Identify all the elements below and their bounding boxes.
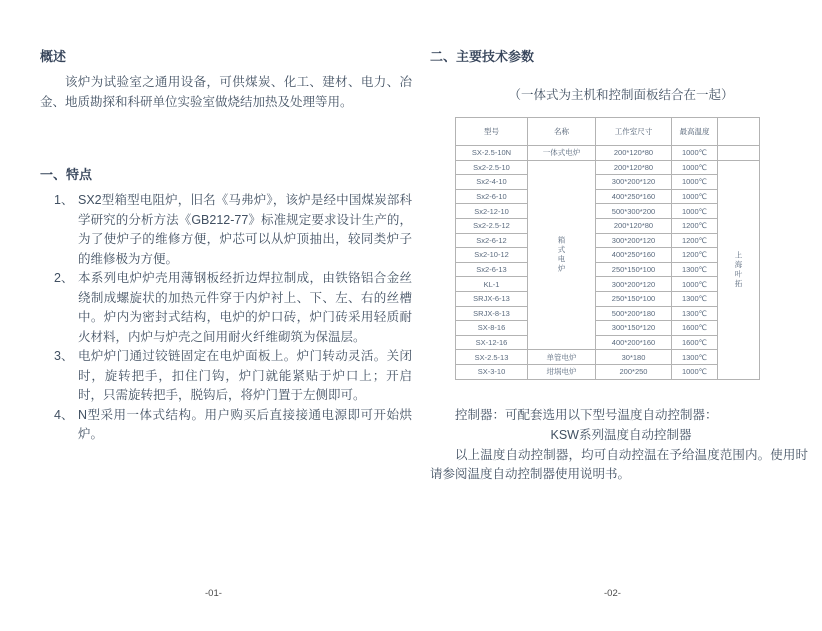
temp-cell: 1200℃ xyxy=(672,233,718,248)
feature-text: 本系列电炉炉壳用薄钢板经折边焊拉制成，由铁铬铝合金丝绕制成螺旋状的加热元件穿于内炉衬上、下、左、右的丝槽中。炉内为密封式结构，电炉的炉口砖，炉门砖采用轻质耐火材料，内炉与炉壳之间用耐火纤维砌筑为保温层。 xyxy=(78,271,412,344)
temp-cell: 1300℃ xyxy=(672,306,718,321)
dims-cell: 200*120*80 xyxy=(596,160,672,175)
name-cell: 坩埚电炉 xyxy=(528,364,596,379)
table-row xyxy=(456,262,760,277)
model-cell: Sx2-6-13 xyxy=(456,262,528,277)
controller-note-line1: 控制器：可配套选用以下型号温度自动控制器： xyxy=(455,407,718,422)
feature-item xyxy=(54,269,412,347)
model-cell: Sx2-2.5-10 xyxy=(456,160,528,175)
table-row xyxy=(456,364,760,379)
feature-number: 1、 xyxy=(54,193,74,207)
tech-params-subtitle: （一体式为主机和控制面板结合在一起） xyxy=(508,88,734,102)
feature-number: 2、 xyxy=(54,271,74,285)
table-row xyxy=(456,335,760,350)
dims-cell: 300*200*120 xyxy=(596,175,672,190)
temp-cell: 1000℃ xyxy=(672,277,718,292)
spec-column-header: 工作室尺寸 xyxy=(596,118,672,146)
temp-cell: 1000℃ xyxy=(672,175,718,190)
spec-column-header-brand xyxy=(718,118,760,146)
model-cell: Sx2-2.5-12 xyxy=(456,218,528,233)
table-row xyxy=(456,218,760,233)
table-row xyxy=(456,146,760,161)
dims-cell: 400*250*160 xyxy=(596,248,672,263)
temp-cell: 1000℃ xyxy=(672,160,718,175)
spec-column-header: 最高温度 xyxy=(672,118,718,146)
model-cell: SX-12-16 xyxy=(456,335,528,350)
dims-cell: 500*200*180 xyxy=(596,306,672,321)
overview-heading: 概述 xyxy=(40,49,67,64)
feature-text: 电炉炉门通过铰链固定在电炉面板上。炉门转动灵活。关闭时，旋转把手，扣住门钩，炉门就能紧贴于炉口上；开启时，只需旋转把手，脱钩后，将炉门置于左侧即可。 xyxy=(78,349,412,402)
dims-cell: 300*200*120 xyxy=(596,233,672,248)
table-row xyxy=(456,291,760,306)
table-row xyxy=(456,160,760,175)
table-row xyxy=(456,350,760,365)
feature-text: N型采用一体式结构。用户购买后直接接通电源即可开始烘炉。 xyxy=(78,407,412,441)
temp-cell: 1000℃ xyxy=(672,189,718,204)
model-cell: SRJX-8-13 xyxy=(456,306,528,321)
table-row xyxy=(456,277,760,292)
model-cell: SX-3-10 xyxy=(456,364,528,379)
features-list xyxy=(40,191,412,445)
spec-table xyxy=(455,117,760,380)
dims-cell: 500*300*200 xyxy=(596,204,672,219)
spec-column-header: 型号 xyxy=(456,118,528,146)
temp-cell: 1600℃ xyxy=(672,335,718,350)
name-cell: 一体式电炉 xyxy=(528,146,596,161)
table-row xyxy=(456,306,760,321)
page-02 xyxy=(430,46,812,484)
page-number-02: -02- xyxy=(604,588,621,599)
spec-header-row xyxy=(456,118,760,146)
feature-number: 4、 xyxy=(54,407,74,422)
model-cell: Sx2-6-12 xyxy=(456,233,528,248)
model-cell: SRJX-6-13 xyxy=(456,291,528,306)
temp-cell: 1300℃ xyxy=(672,262,718,277)
model-cell: SX-2.5-10N xyxy=(456,146,528,161)
dims-cell: 200*250 xyxy=(596,364,672,379)
feature-item xyxy=(54,347,412,406)
feature-item xyxy=(54,406,412,445)
table-row xyxy=(456,175,760,190)
name-cell: 箱式电炉 xyxy=(528,160,596,350)
controller-note-line2: KSW系列温度自动控制器 xyxy=(550,427,692,442)
feature-text: SX2型箱型电阻炉，旧名《马弗炉》，该炉是经中国煤炭部科学研究的分析方法《GB212-77》标准规定要求设计生产的，为了使炉子的维修方便，炉芯可以从炉顶抽出，较同类炉子的维修极为方便。 xyxy=(78,193,412,266)
table-row xyxy=(456,189,760,204)
temp-cell: 1600℃ xyxy=(672,321,718,336)
feature-item xyxy=(54,191,412,269)
controller-note-line3: 以上温度自动控制器，均可自动控温在予给温度范围内。使用时请参阅温度自动控制器使用说明书。 xyxy=(430,447,808,481)
brand-cell: 上海叶拓 xyxy=(718,160,760,379)
spec-table-header xyxy=(456,118,760,146)
temp-cell: 1200℃ xyxy=(672,218,718,233)
dims-cell: 400*200*160 xyxy=(596,335,672,350)
temp-cell: 1200℃ xyxy=(672,248,718,263)
model-cell: KL-1 xyxy=(456,277,528,292)
model-cell: Sx2-10-12 xyxy=(456,248,528,263)
temp-cell: 1000℃ xyxy=(672,204,718,219)
temp-cell: 1000℃ xyxy=(672,146,718,161)
temp-cell: 1300℃ xyxy=(672,291,718,306)
spec-column-header: 名称 xyxy=(528,118,596,146)
page-number-01: -01- xyxy=(205,588,222,599)
dims-cell: 30*180 xyxy=(596,350,672,365)
page-01 xyxy=(40,46,412,445)
dims-cell: 300*150*120 xyxy=(596,321,672,336)
table-row xyxy=(456,204,760,219)
model-cell: SX-8-16 xyxy=(456,321,528,336)
model-cell: Sx2-4-10 xyxy=(456,175,528,190)
model-cell: Sx2-6-10 xyxy=(456,189,528,204)
overview-paragraph: 该炉为试验室之通用设备，可供煤炭、化工、建材、电力、冶金、地质勘探和科研单位实验室做烧结加热及处理等用。 xyxy=(40,75,412,109)
table-row xyxy=(456,233,760,248)
table-row xyxy=(456,321,760,336)
dims-cell: 400*250*160 xyxy=(596,189,672,204)
name-cell: 单管电炉 xyxy=(528,350,596,365)
brand-cell-empty xyxy=(718,146,760,161)
temp-cell: 1000℃ xyxy=(672,364,718,379)
dims-cell: 300*200*120 xyxy=(596,277,672,292)
dims-cell: 200*120*80 xyxy=(596,146,672,161)
model-cell: SX-2.5-13 xyxy=(456,350,528,365)
tech-params-heading: 二、主要技术参数 xyxy=(430,49,535,64)
dims-cell: 200*120*80 xyxy=(596,218,672,233)
model-cell: Sx2-12-10 xyxy=(456,204,528,219)
temp-cell: 1300℃ xyxy=(672,350,718,365)
dims-cell: 250*150*100 xyxy=(596,291,672,306)
feature-number: 3、 xyxy=(54,349,74,363)
spec-table-body xyxy=(456,146,760,380)
dims-cell: 250*150*100 xyxy=(596,262,672,277)
table-row xyxy=(456,248,760,263)
features-heading: 一、特点 xyxy=(40,167,93,182)
